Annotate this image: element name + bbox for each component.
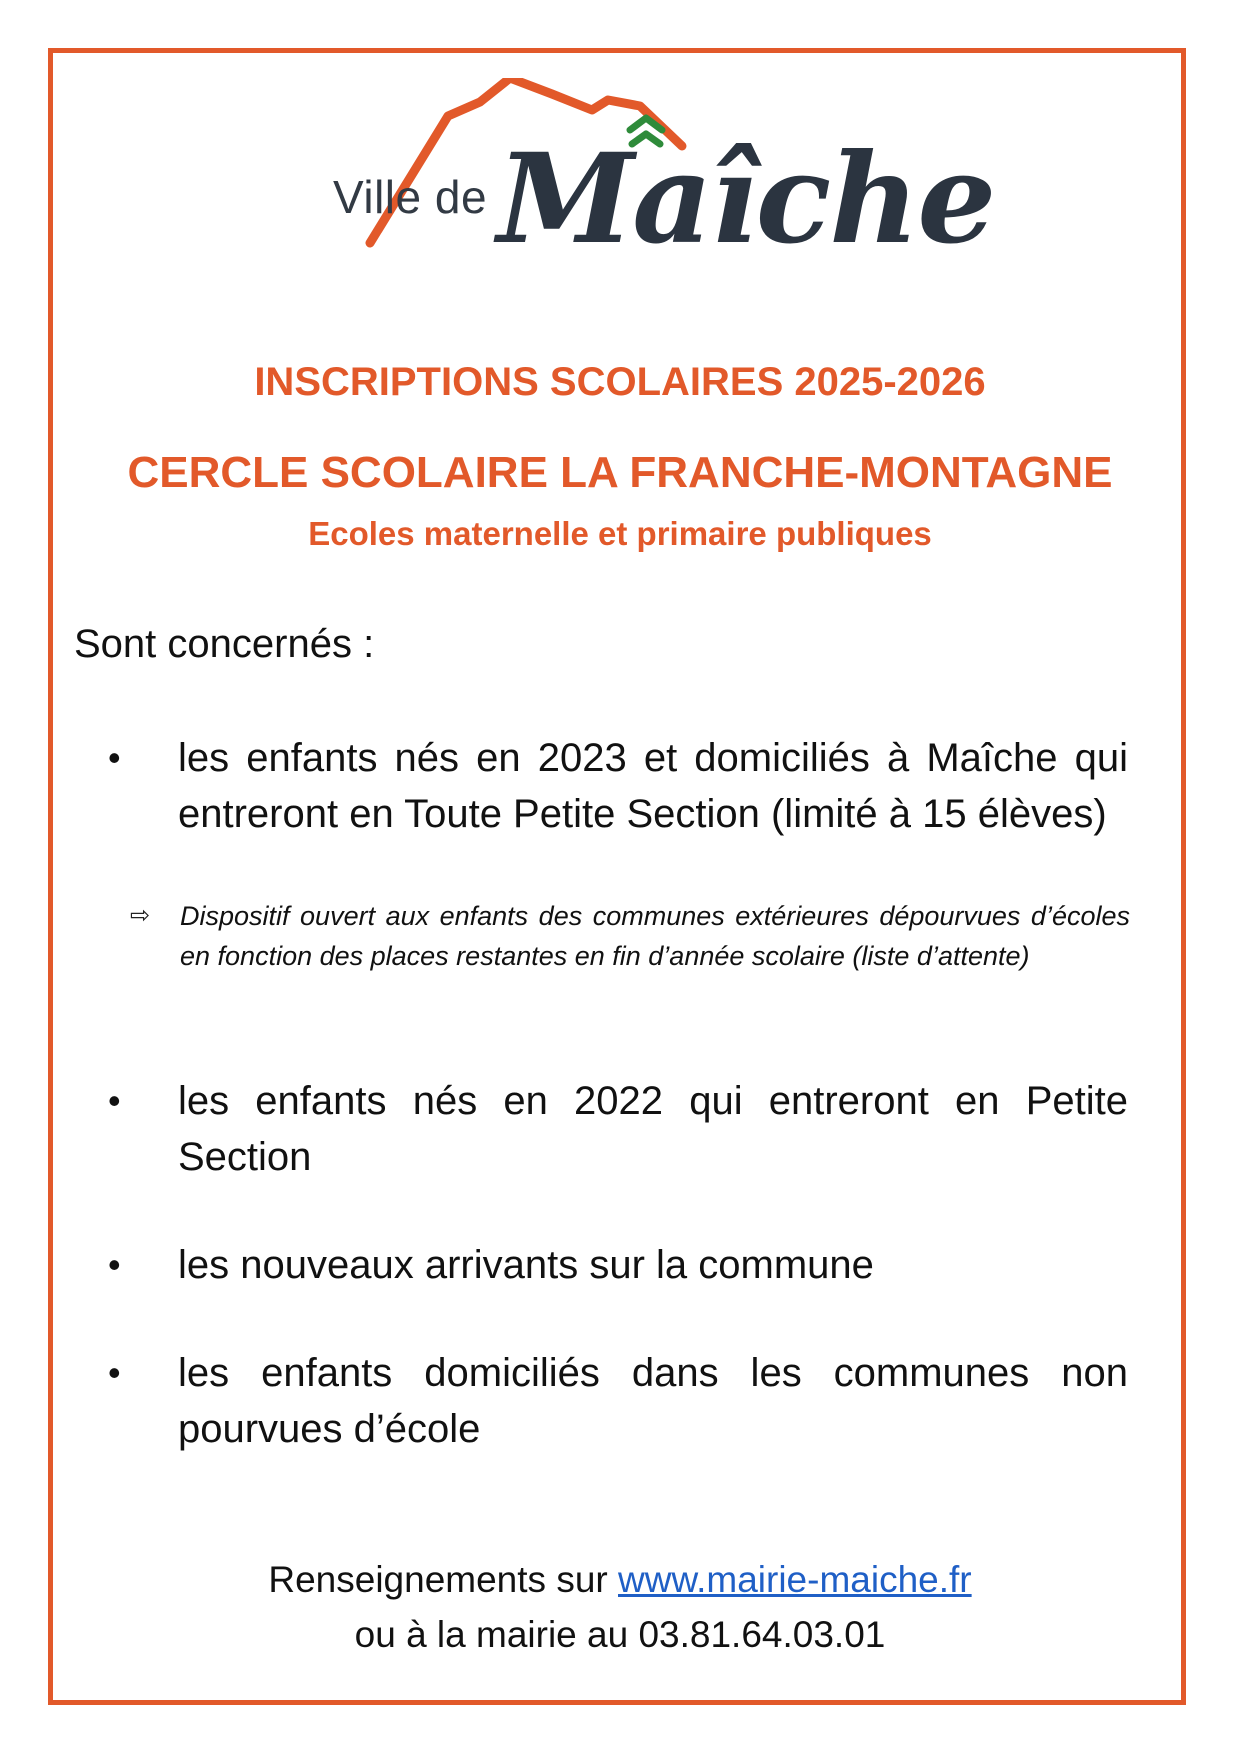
website-link[interactable]: www.mairie-maiche.fr — [618, 1559, 972, 1600]
intro-heading: Sont concernés : — [74, 622, 375, 666]
info-prefix: Renseignements sur — [268, 1559, 618, 1600]
city-logo — [0, 0, 1240, 300]
page-title: INSCRIPTIONS SCOLAIRES 2025-2026 — [254, 360, 986, 404]
logo-wordmark: Maîche — [497, 127, 995, 272]
bullet-icon: • — [108, 1080, 121, 1121]
circle-title: CERCLE SCOLAIRE LA FRANCHE-MONTAGNE — [127, 448, 1113, 497]
list-item-text: les enfants nés en 2023 et domiciliés à Maîche qui entreront en Toute Petite Section (limité à 15 élèves) — [178, 736, 1128, 836]
list-item-text: les enfants domiciliés dans les communes non pourvues d’école — [178, 1351, 1128, 1451]
bullet-icon: • — [108, 1244, 121, 1285]
bullet-icon: • — [108, 1352, 121, 1393]
logo-prefix: Ville de — [333, 171, 488, 223]
bullet-icon: • — [108, 737, 121, 778]
note-text: Dispositif ouvert aux enfants des communes extérieures dépourvues d’écoles en fonction des places restantes en fin d’année scolaire (liste d’attente) — [180, 901, 1130, 971]
arrow-icon: ⇨ — [130, 902, 151, 929]
list-item-text: les nouveaux arrivants sur la commune — [178, 1243, 874, 1287]
phone-line: ou à la mairie au 03.81.64.03.01 — [354, 1614, 886, 1655]
info-line — [0, 1559, 1240, 1601]
schools-subtitle: Ecoles maternelle et primaire publiques — [308, 515, 932, 552]
list-item-text: les enfants nés en 2022 qui entreront en Petite Section — [178, 1079, 1128, 1179]
